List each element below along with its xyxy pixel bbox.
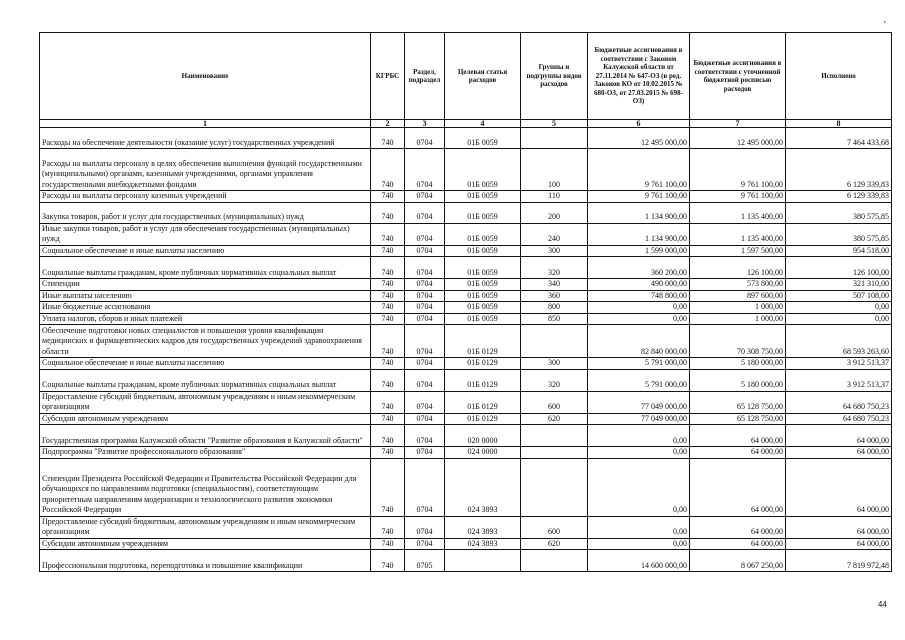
- column-number: 3: [405, 120, 445, 128]
- header-executed: Исполнено: [786, 33, 892, 120]
- row-kgrbs-cell: 740: [371, 302, 405, 314]
- row-section-cell: 0704: [405, 458, 445, 516]
- table-row: [40, 425, 892, 447]
- column-number: 7: [690, 120, 786, 128]
- row-executed-cell: 7 464 433,68: [786, 128, 892, 149]
- row-executed-cell: 64 000,00: [786, 447, 892, 459]
- row-expense-group-cell: [521, 325, 588, 358]
- row-name-cell: Закупка товаров, работ и услуг для государственных (муниципальных) нужд: [40, 202, 371, 223]
- row-target-article-cell: 01Б 0059: [445, 191, 521, 203]
- row-name-cell: Социальные выплаты гражданам, кроме публичных нормативных социальных выплат: [40, 369, 371, 391]
- row-section-cell: 0704: [405, 223, 445, 245]
- row-target-article-cell: 01Б 0059: [445, 290, 521, 302]
- row-law-allocation-cell: 5 791 000,00: [588, 369, 690, 391]
- row-target-article-cell: 01Б 0059: [445, 223, 521, 245]
- row-expense-group-cell: 110: [521, 191, 588, 203]
- row-kgrbs-cell: 740: [371, 202, 405, 223]
- row-law-allocation-cell: 14 600 000,00: [588, 550, 690, 572]
- row-law-allocation-cell: 77 049 000,00: [588, 391, 690, 413]
- row-target-article-cell: 01Б 0129: [445, 358, 521, 370]
- row-executed-cell: 6 129 339,83: [786, 191, 892, 203]
- row-executed-cell: 64 000,00: [786, 458, 892, 516]
- row-executed-cell: 7 819 972,48: [786, 550, 892, 572]
- row-section-cell: 0704: [405, 191, 445, 203]
- column-number: 5: [521, 120, 588, 128]
- row-section-cell: 0704: [405, 202, 445, 223]
- row-name-cell: Расходы на выплаты персоналу казенных учреждений: [40, 191, 371, 203]
- column-number: 1: [40, 120, 371, 128]
- row-revised-allocation-cell: 12 495 000,00: [690, 128, 786, 149]
- row-revised-allocation-cell: 1 597 500,00: [690, 245, 786, 257]
- row-kgrbs-cell: 740: [371, 313, 405, 325]
- row-name-cell: Стипендии Президента Российской Федерации и Правительства Российской Федерации для обучающихся по направлениям подготовки (специальностям), соответствующим приоритетным направлениям модернизации и технологического развития экономики Российской Федерации: [40, 458, 371, 516]
- table-row: [40, 413, 892, 425]
- row-law-allocation-cell: 1 134 900,00: [588, 202, 690, 223]
- row-name-cell: Социальное обеспечение и иные выплаты населению: [40, 245, 371, 257]
- row-law-allocation-cell: 0,00: [588, 516, 690, 538]
- row-executed-cell: 64 680 750,23: [786, 413, 892, 425]
- row-name-cell: Субсидии автономным учреждениям: [40, 413, 371, 425]
- table-row: [40, 279, 892, 291]
- column-number: 4: [445, 120, 521, 128]
- row-target-article-cell: 01Б 0059: [445, 257, 521, 279]
- row-executed-cell: 6 129 339,83: [786, 149, 892, 191]
- row-kgrbs-cell: 740: [371, 550, 405, 572]
- row-kgrbs-cell: 740: [371, 257, 405, 279]
- budget-table: [39, 32, 892, 572]
- row-section-cell: 0704: [405, 257, 445, 279]
- table-row: [40, 550, 892, 572]
- row-target-article-cell: 024 3893: [445, 538, 521, 550]
- row-name-cell: Расходы на выплаты персоналу в целях обеспечения выполнения функций государственными (муниципальными) органами, казенными учреждениями, органами управления государственными внебюджетными фондами: [40, 149, 371, 191]
- row-target-article-cell: [445, 550, 521, 572]
- row-expense-group-cell: [521, 447, 588, 459]
- row-name-cell: Стипендии: [40, 279, 371, 291]
- row-name-cell: Предоставление субсидий бюджетным, автономным учреждениям и иным некоммерческим организациям: [40, 516, 371, 538]
- row-name-cell: Профессиональная подготовка, переподготовка и повышение квалификации: [40, 550, 371, 572]
- row-expense-group-cell: [521, 550, 588, 572]
- column-number: 8: [786, 120, 892, 128]
- row-section-cell: 0704: [405, 325, 445, 358]
- row-kgrbs-cell: 740: [371, 128, 405, 149]
- row-executed-cell: 0,00: [786, 313, 892, 325]
- row-target-article-cell: 01Б 0059: [445, 202, 521, 223]
- header-revised-allocations: Бюджетные ассигнования в соответствии с уточненной бюджетной росписью расходов: [690, 33, 786, 120]
- page-number: 44: [878, 600, 887, 609]
- row-expense-group-cell: 360: [521, 290, 588, 302]
- column-number-row: [40, 120, 892, 128]
- row-target-article-cell: 01Б 0059: [445, 149, 521, 191]
- row-target-article-cell: 01Б 0059: [445, 245, 521, 257]
- table-row: [40, 257, 892, 279]
- row-name-cell: Социальное обеспечение и иные выплаты населению: [40, 358, 371, 370]
- row-revised-allocation-cell: 64 000,00: [690, 538, 786, 550]
- row-section-cell: 0704: [405, 447, 445, 459]
- table-row: [40, 149, 892, 191]
- row-name-cell: Уплата налогов, сборов и иных платежей: [40, 313, 371, 325]
- row-revised-allocation-cell: 573 800,00: [690, 279, 786, 291]
- table-row: [40, 290, 892, 302]
- row-expense-group-cell: 850: [521, 313, 588, 325]
- row-executed-cell: 64 000,00: [786, 425, 892, 447]
- row-name-cell: Социальные выплаты гражданам, кроме публичных нормативных социальных выплат: [40, 257, 371, 279]
- row-executed-cell: 0,00: [786, 302, 892, 314]
- table-row: [40, 302, 892, 314]
- header-name: Наименование: [40, 33, 371, 120]
- row-section-cell: 0704: [405, 413, 445, 425]
- table-row: [40, 191, 892, 203]
- column-number: 2: [371, 120, 405, 128]
- row-kgrbs-cell: 740: [371, 290, 405, 302]
- row-target-article-cell: 01Б 0059: [445, 279, 521, 291]
- row-kgrbs-cell: 740: [371, 245, 405, 257]
- row-law-allocation-cell: 82 840 000,00: [588, 325, 690, 358]
- table-row: [40, 223, 892, 245]
- row-name-cell: Иные выплаты населению: [40, 290, 371, 302]
- row-target-article-cell: 01Б 0129: [445, 391, 521, 413]
- row-law-allocation-cell: 0,00: [588, 313, 690, 325]
- row-target-article-cell: 01Б 0059: [445, 313, 521, 325]
- row-revised-allocation-cell: 1 000,00: [690, 313, 786, 325]
- row-revised-allocation-cell: 1 135 400,00: [690, 202, 786, 223]
- row-kgrbs-cell: 740: [371, 149, 405, 191]
- row-executed-cell: 954 518,00: [786, 245, 892, 257]
- row-law-allocation-cell: 1 134 900,00: [588, 223, 690, 245]
- row-executed-cell: 64 680 750,23: [786, 391, 892, 413]
- row-executed-cell: 68 593 263,60: [786, 325, 892, 358]
- row-law-allocation-cell: 0,00: [588, 447, 690, 459]
- row-revised-allocation-cell: 9 761 100,00: [690, 191, 786, 203]
- row-section-cell: 0704: [405, 245, 445, 257]
- row-target-article-cell: 024 3893: [445, 458, 521, 516]
- row-section-cell: 0704: [405, 279, 445, 291]
- row-kgrbs-cell: 740: [371, 223, 405, 245]
- table-row: [40, 245, 892, 257]
- row-section-cell: 0704: [405, 313, 445, 325]
- row-kgrbs-cell: 740: [371, 279, 405, 291]
- row-expense-group-cell: 200: [521, 202, 588, 223]
- table-row: [40, 325, 892, 358]
- row-law-allocation-cell: 1 599 000,00: [588, 245, 690, 257]
- row-revised-allocation-cell: 64 000,00: [690, 447, 786, 459]
- row-law-allocation-cell: 490 000,00: [588, 279, 690, 291]
- row-expense-group-cell: 240: [521, 223, 588, 245]
- row-executed-cell: 507 108,00: [786, 290, 892, 302]
- row-expense-group-cell: 620: [521, 538, 588, 550]
- table-row: [40, 458, 892, 516]
- header-section: Раздел, подраздел: [405, 33, 445, 120]
- row-section-cell: 0704: [405, 290, 445, 302]
- row-revised-allocation-cell: 5 180 000,00: [690, 369, 786, 391]
- row-expense-group-cell: 600: [521, 391, 588, 413]
- row-kgrbs-cell: 740: [371, 458, 405, 516]
- row-kgrbs-cell: 740: [371, 358, 405, 370]
- row-name-cell: Государственная программа Калужской области "Развитие образования в Калужской области": [40, 425, 371, 447]
- row-section-cell: 0704: [405, 516, 445, 538]
- row-name-cell: Предоставление субсидий бюджетным, автономным учреждениям и иным некоммерческим организациям: [40, 391, 371, 413]
- row-law-allocation-cell: 360 200,00: [588, 257, 690, 279]
- row-executed-cell: 380 575,85: [786, 223, 892, 245]
- row-expense-group-cell: 620: [521, 413, 588, 425]
- row-expense-group-cell: 800: [521, 302, 588, 314]
- row-target-article-cell: 020 0000: [445, 425, 521, 447]
- row-law-allocation-cell: 0,00: [588, 458, 690, 516]
- header-law-allocations: Бюджетные ассигнования в соответствии с Законом Калужской области от 27.11.2014 № 647-ОЗ (в ред. Законов КО от 10.02.2015 № 680-ОЗ, от 27.03.2015 № 698-ОЗ): [588, 33, 690, 120]
- row-kgrbs-cell: 740: [371, 325, 405, 358]
- table-body: [40, 128, 892, 572]
- row-revised-allocation-cell: 5 180 000,00: [690, 358, 786, 370]
- row-executed-cell: 380 575,85: [786, 202, 892, 223]
- row-section-cell: 0705: [405, 550, 445, 572]
- row-law-allocation-cell: 9 761 100,00: [588, 149, 690, 191]
- row-expense-group-cell: 340: [521, 279, 588, 291]
- row-law-allocation-cell: 77 049 000,00: [588, 413, 690, 425]
- row-name-cell: Расходы на обеспечение деятельности (оказание услуг) государственных учреждений: [40, 128, 371, 149]
- row-expense-group-cell: [521, 458, 588, 516]
- row-section-cell: 0704: [405, 358, 445, 370]
- row-executed-cell: 3 912 513,37: [786, 369, 892, 391]
- row-revised-allocation-cell: 64 000,00: [690, 458, 786, 516]
- page-mark: ': [884, 20, 886, 31]
- table-row: [40, 447, 892, 459]
- row-kgrbs-cell: 740: [371, 369, 405, 391]
- row-law-allocation-cell: 0,00: [588, 425, 690, 447]
- row-expense-group-cell: 600: [521, 516, 588, 538]
- row-revised-allocation-cell: 1 000,00: [690, 302, 786, 314]
- row-revised-allocation-cell: 64 000,00: [690, 425, 786, 447]
- table-row: [40, 202, 892, 223]
- row-expense-group-cell: [521, 425, 588, 447]
- row-expense-group-cell: 300: [521, 358, 588, 370]
- row-kgrbs-cell: 740: [371, 425, 405, 447]
- row-target-article-cell: 01Б 0059: [445, 302, 521, 314]
- row-kgrbs-cell: 740: [371, 538, 405, 550]
- table-row: [40, 313, 892, 325]
- row-name-cell: Обеспечение подготовки новых специалистов и повышения уровня квалификации медицинских и фармацевтических кадров для государственных учреждений здравоохранения области: [40, 325, 371, 358]
- row-law-allocation-cell: 0,00: [588, 538, 690, 550]
- row-kgrbs-cell: 740: [371, 413, 405, 425]
- table-row: [40, 369, 892, 391]
- row-section-cell: 0704: [405, 425, 445, 447]
- table-row: [40, 358, 892, 370]
- table-row: [40, 516, 892, 538]
- row-law-allocation-cell: 12 495 000,00: [588, 128, 690, 149]
- row-executed-cell: 321 310,00: [786, 279, 892, 291]
- row-name-cell: Подпрограмма "Развитие профессионального образования": [40, 447, 371, 459]
- table-row: [40, 391, 892, 413]
- row-executed-cell: 126 100,00: [786, 257, 892, 279]
- row-section-cell: 0704: [405, 538, 445, 550]
- row-name-cell: Иные бюджетные ассигнования: [40, 302, 371, 314]
- row-section-cell: 0704: [405, 302, 445, 314]
- row-law-allocation-cell: 748 800,00: [588, 290, 690, 302]
- row-target-article-cell: 01Б 0129: [445, 413, 521, 425]
- row-kgrbs-cell: 740: [371, 447, 405, 459]
- row-revised-allocation-cell: 65 128 750,00: [690, 391, 786, 413]
- row-executed-cell: 3 912 513,37: [786, 358, 892, 370]
- row-revised-allocation-cell: 1 135 400,00: [690, 223, 786, 245]
- table-row: [40, 538, 892, 550]
- row-section-cell: 0704: [405, 369, 445, 391]
- row-kgrbs-cell: 740: [371, 191, 405, 203]
- header-row: [40, 33, 892, 120]
- header-expense-group: Группы и подгруппы видов расходов: [521, 33, 588, 120]
- row-section-cell: 0704: [405, 149, 445, 191]
- row-section-cell: 0704: [405, 391, 445, 413]
- row-executed-cell: 64 000,00: [786, 516, 892, 538]
- row-kgrbs-cell: 740: [371, 391, 405, 413]
- table-row: [40, 128, 892, 149]
- row-law-allocation-cell: 0,00: [588, 302, 690, 314]
- row-executed-cell: 64 000,00: [786, 538, 892, 550]
- row-revised-allocation-cell: 70 308 750,00: [690, 325, 786, 358]
- row-law-allocation-cell: 9 761 100,00: [588, 191, 690, 203]
- row-kgrbs-cell: 740: [371, 516, 405, 538]
- row-name-cell: Иные закупки товаров, работ и услуг для обеспечения государственных (муниципальных) нужд: [40, 223, 371, 245]
- column-number: 6: [588, 120, 690, 128]
- row-law-allocation-cell: 5 791 000,00: [588, 358, 690, 370]
- row-revised-allocation-cell: 8 067 250,00: [690, 550, 786, 572]
- row-expense-group-cell: 100: [521, 149, 588, 191]
- row-expense-group-cell: [521, 128, 588, 149]
- row-target-article-cell: 01Б 0129: [445, 325, 521, 358]
- row-target-article-cell: 01Б 0059: [445, 128, 521, 149]
- row-target-article-cell: 024 3893: [445, 516, 521, 538]
- row-expense-group-cell: 300: [521, 245, 588, 257]
- row-target-article-cell: 024 0000: [445, 447, 521, 459]
- row-name-cell: Субсидии автономным учреждениям: [40, 538, 371, 550]
- row-target-article-cell: 01Б 0129: [445, 369, 521, 391]
- row-revised-allocation-cell: 126 100,00: [690, 257, 786, 279]
- header-kgrbs: КГРБС: [371, 33, 405, 120]
- row-revised-allocation-cell: 897 600,00: [690, 290, 786, 302]
- row-revised-allocation-cell: 9 761 100,00: [690, 149, 786, 191]
- header-target-article: Целевая статья расходов: [445, 33, 521, 120]
- row-revised-allocation-cell: 65 128 750,00: [690, 413, 786, 425]
- row-expense-group-cell: 320: [521, 257, 588, 279]
- row-section-cell: 0704: [405, 128, 445, 149]
- row-revised-allocation-cell: 64 000,00: [690, 516, 786, 538]
- row-expense-group-cell: 320: [521, 369, 588, 391]
